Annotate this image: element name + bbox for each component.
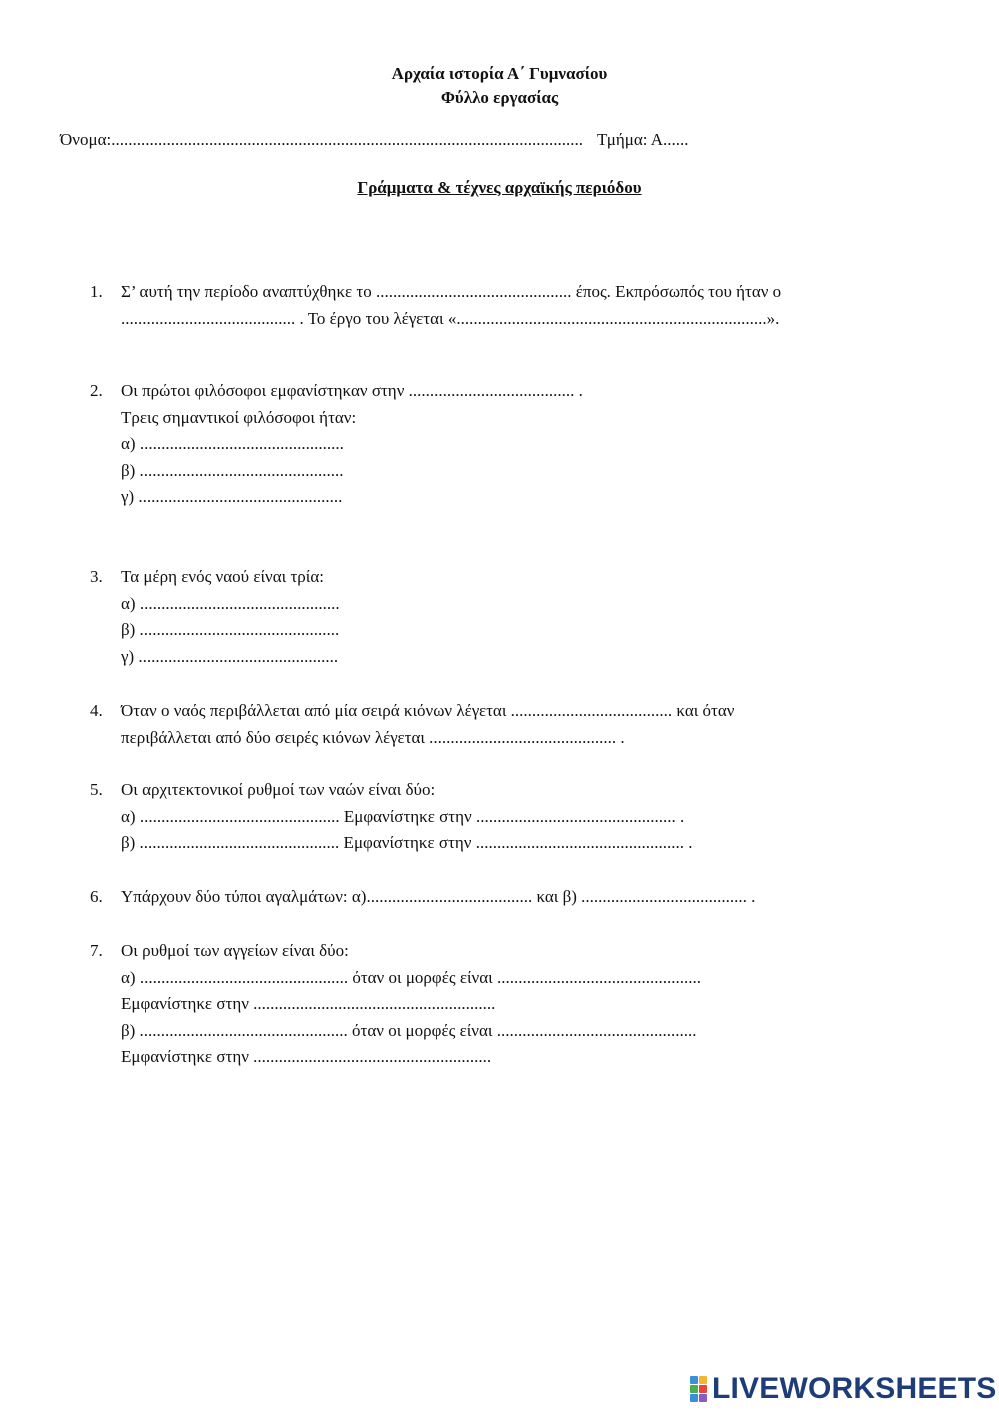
student-info-line [60,130,689,150]
answer-line[interactable]: α) ............................................... [121,593,340,613]
liveworksheets-logo [690,1372,997,1406]
answer-line[interactable]: β) ............................................... Εμφανίστηκε στην ................................................. . [121,833,693,852]
liveworksheets-mark-icon [690,1376,708,1402]
question-body [121,938,701,1071]
logo-square [690,1376,698,1384]
answer-line[interactable]: Εμφανίστηκε στην ........................................................ [121,1047,492,1066]
question-line: Οι ρυθμοί των αγγείων είναι δύο: [121,941,349,960]
logo-text: LIVEWORKSHEETS [712,1372,997,1405]
question-body [121,564,340,670]
answer-line[interactable]: β) ............................................... [121,620,340,639]
question-body [121,279,781,332]
title-subject: Αρχαία ιστορία Α΄ Γυμνασίου [391,64,608,83]
question-line: Οι αρχιτεκτονικοί ρυθμοί των ναών είναι δύο: [121,780,436,799]
answer-line[interactable]: γ) ................................................ [121,487,343,506]
question-line: Τα μέρη ενός ναού είναι τρία: [121,567,324,586]
class-field[interactable]: Τμήμα: Α...... [596,130,689,149]
logo-square [699,1376,707,1384]
question-line[interactable]: περιβάλλεται από δύο σειρές κιόνων λέγεται ............................................ . [121,727,625,747]
question-line[interactable]: Σ’ αυτή την περίοδο αναπτύχθηκε το .............................................. έπος. Εκπρόσωπός του ήταν ο [121,282,782,301]
question-number: 6. [90,887,103,906]
question-body [121,378,583,511]
answer-line[interactable]: γ) ............................................... [121,646,339,666]
question-line[interactable]: Οι πρώτοι φιλόσοφοι εμφανίστηκαν στην ....................................... . [121,381,583,400]
logo-square [690,1394,698,1402]
question-body [121,777,692,857]
answer-line[interactable]: α) ................................................. όταν οι μορφές είναι ................................................ [121,967,701,987]
question-number: 5. [90,780,103,799]
logo-square [690,1385,698,1393]
answer-line[interactable]: Εμφανίστηκε στην ......................................................... [121,994,496,1013]
question-line: Τρεις σημαντικοί φιλόσοφοι ήταν: [121,407,357,427]
name-field[interactable]: Όνομα:............................................................................................................... [60,130,583,149]
answer-line[interactable]: β) ................................................. όταν οι μορφές είναι ............................................... [121,1020,697,1040]
title-worksheet: Φύλλο εργασίας [440,88,559,107]
question-number: 4. [90,701,103,720]
question-line[interactable]: Υπάρχουν δύο τύποι αγαλμάτων: α)....................................... και β) ....................................... . [121,887,756,906]
worksheet-title [0,62,999,110]
answer-line[interactable]: α) ............................................... Εμφανίστηκε στην ............................................... . [121,806,685,826]
logo-square [699,1394,707,1402]
logo-square [699,1385,707,1393]
section-heading: Γράμματα & τέχνες αρχαϊκής περιόδου [357,178,642,197]
question-line[interactable]: ......................................... . Το έργο του λέγεται «.........................................................................». [121,308,780,328]
answer-line[interactable]: β) ................................................ [121,460,344,480]
question-number: 2. [90,381,103,400]
question-number: 3. [90,567,103,586]
question-body [121,698,734,751]
question-number: 7. [90,941,103,960]
answer-line[interactable]: α) ................................................ [121,434,344,453]
question-body [121,884,755,911]
question-line[interactable]: Όταν ο ναός περιβάλλεται από μία σειρά κιόνων λέγεται ...................................... και όταν [121,701,735,720]
question-number: 1. [90,282,103,301]
